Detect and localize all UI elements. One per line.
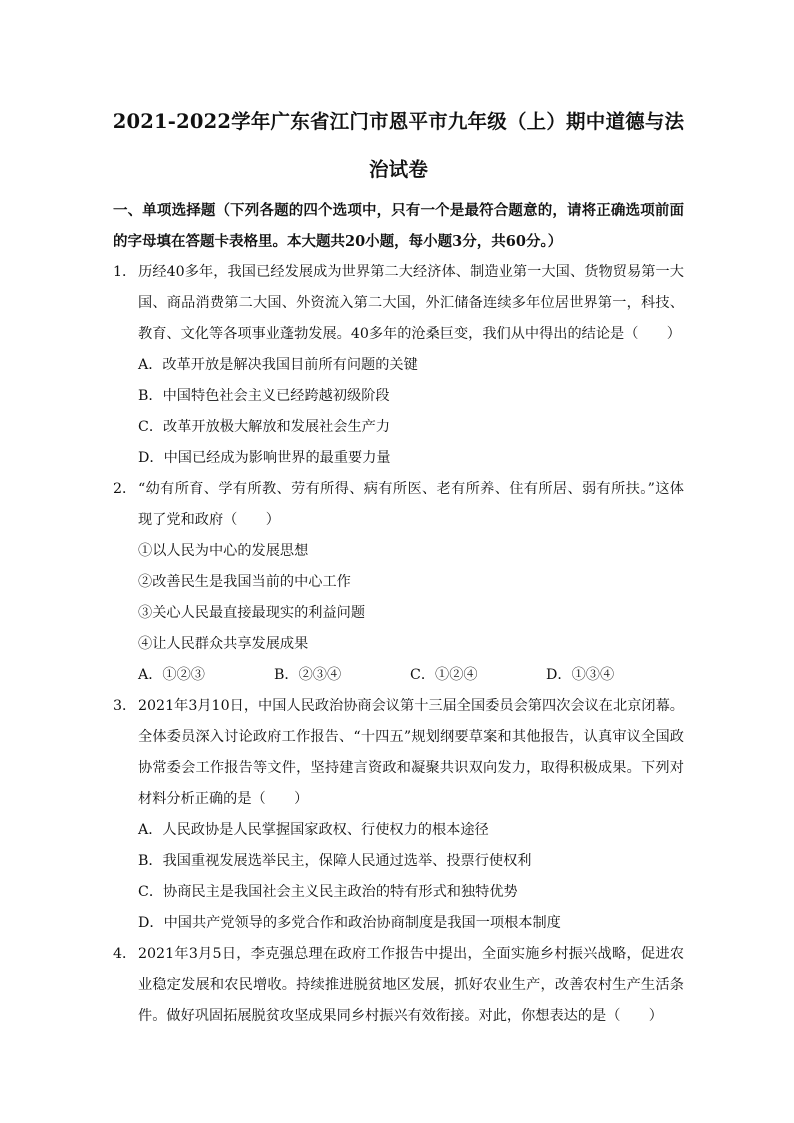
statement-4: ④让人民群众共享发展成果 [138, 636, 309, 652]
exam-title-line-2: 治试卷 [368, 158, 429, 181]
statement-3: ③关心人民最直接最现实的利益问题 [138, 605, 366, 621]
question-text: 2021年3月10日，中国人民政治协商会议第十三届全国委员会第四次会议在北京闭幕。全体委员深入讨论政府工作报告、“十四五”规划纲要草案和其他报告，认真审议全国政协常委会工作报告等文件，坚持建言资政和凝聚共识双向发力，取得积极成果。下列对材料分析正确的是（ ） [138, 698, 684, 807]
question-number: 1． [113, 264, 137, 280]
question-1 [113, 257, 684, 474]
option-c: C．协商民主是我国社会主义民主政治的特有形式和独特优势 [138, 884, 518, 900]
option-a: A．①②③ [138, 667, 205, 683]
option-d: D．①③④ [546, 667, 615, 683]
option-row [113, 660, 684, 691]
option-b: B．中国特色社会主义已经跨越初级阶段 [138, 388, 390, 404]
question-text: “幼有所育、学有所教、劳有所得、病有所医、老有所养、住有所居、弱有所扶。”这体现了党和政府（ ） [138, 481, 684, 528]
question-stem [113, 691, 684, 815]
question-2 [113, 474, 684, 691]
question-number: 3． [113, 698, 137, 714]
option-a: A．人民政协是人民掌握国家政权、行使权力的根本途径 [138, 822, 489, 838]
question-text: 历经40多年，我国已经发展成为世界第二大经济体、制造业第一大国、货物贸易第一大国、商品消费第二大国、外资流入第二大国，外汇储备连续多年位居世界第一，科技、教育、文化等各项事业蓬勃发展。40多年的沧桑巨变，我们从中得出的结论是（ ） [138, 264, 684, 342]
statement-1: ①以人民为中心的发展思想 [138, 543, 309, 559]
option-d: D．中国已经成为影响世界的最重要力量 [138, 450, 391, 466]
option-c: C．改革开放极大解放和发展社会生产力 [138, 419, 391, 435]
exam-title [107, 98, 690, 194]
question-text: 2021年3月5日，李克强总理在政府工作报告中提出，全面实施乡村振兴战略，促进农业稳定发展和农民增收。持续推进脱贫地区发展，抓好农业生产，改善农村生产生活条件。做好巩固拓展脱贫攻坚成果同乡村振兴有效衔接。对此，你想表达的是（ ） [138, 946, 684, 1024]
section-heading: 一、单项选择题（下列各题的四个选项中，只有一个是最符合题意的，请将正确选项前面的字母填在答题卡表格里。本大题共20小题，每小题3分，共60分。） [113, 202, 684, 250]
exam-title-line-1: 2021-2022学年广东省江门市恩平市九年级（上）期中道德与法 [112, 110, 685, 133]
option-a: A．改革开放是解决我国目前所有问题的关键 [138, 357, 418, 373]
question-number: 4． [113, 946, 137, 962]
question-stem [113, 257, 684, 350]
question-3 [113, 691, 684, 939]
option-c: C．①②④ [410, 667, 478, 683]
question-4 [113, 939, 684, 1032]
option-d: D．中国共产党领导的多党合作和政治协商制度是我国一项根本制度 [138, 915, 561, 931]
statement-2: ②改善民生是我国当前的中心工作 [138, 574, 351, 590]
question-stem [113, 474, 684, 536]
question-stem [113, 939, 684, 1032]
option-b: B．②③④ [274, 667, 342, 683]
question-number: 2． [113, 481, 137, 497]
option-b: B．我国重视发展选举民主，保障人民通过选举、投票行使权利 [138, 853, 532, 869]
